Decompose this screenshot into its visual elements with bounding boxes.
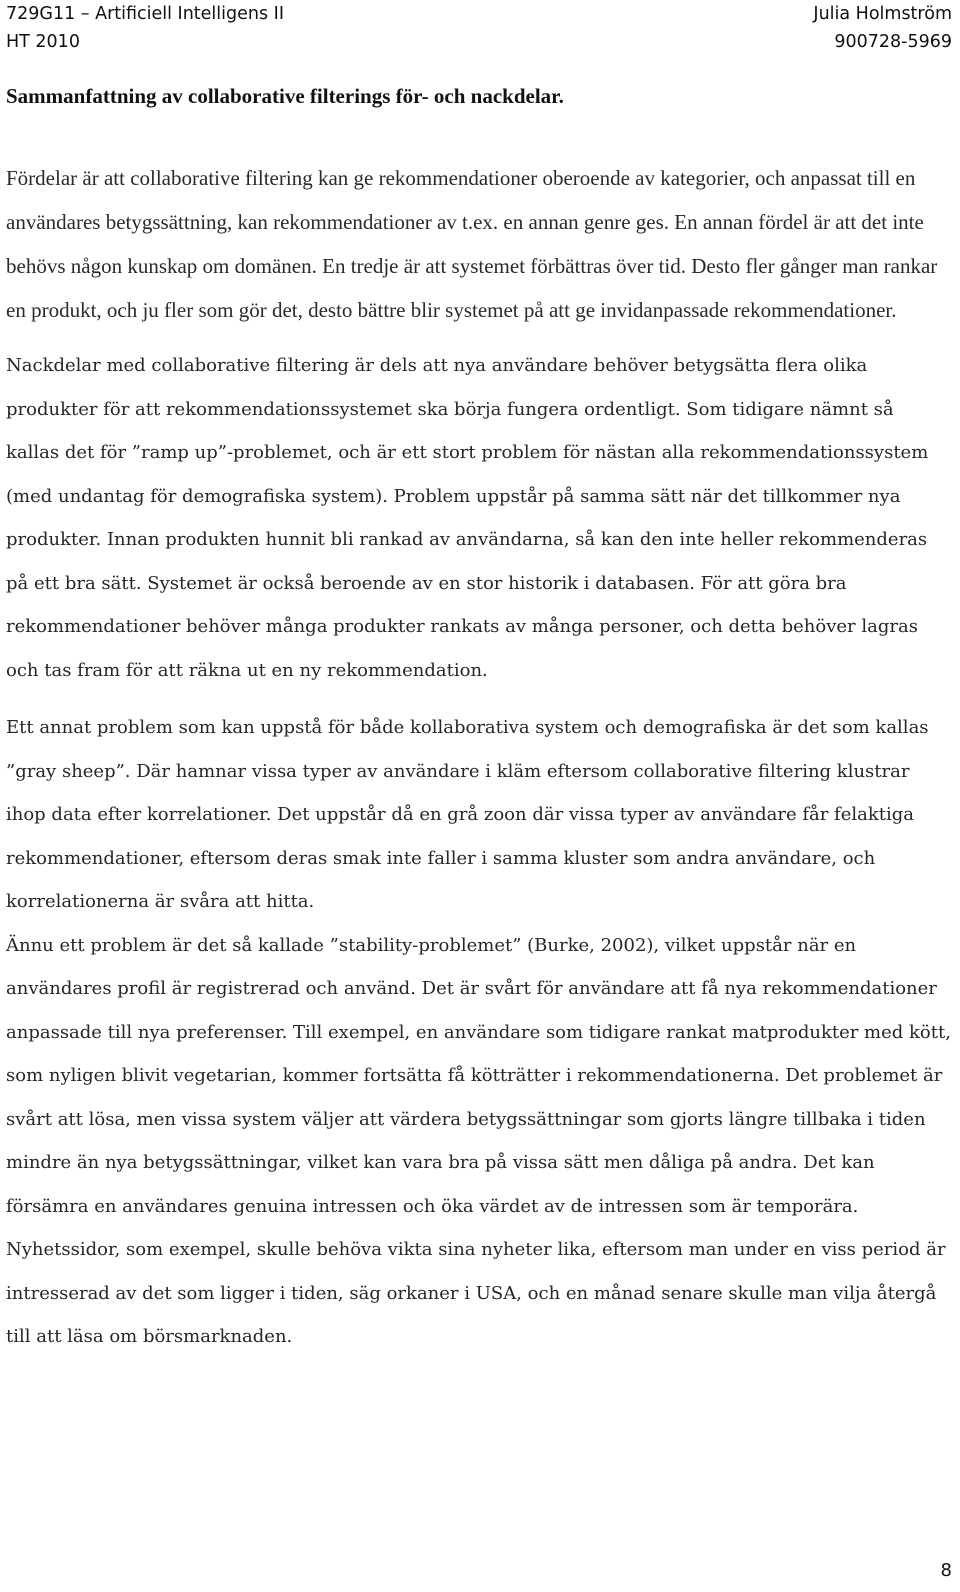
student-id: 900728-5969 [834,32,952,52]
author-name: Julia Holmström [813,4,952,24]
page-header [6,0,952,60]
document-body [6,78,952,1359]
paragraph-advantages: Fördelar är att collaborative filtering kan ge rekommendationer oberoende av kategorier, och anpassat till en användares betygssättning, kan rekommendationer av t.ex. en annan genre ges. En annan fördel är att det inte behövs någon kunskap om domänen. En tredje är att systemet förbättras över tid. Desto fler gånger man rankar en produkt, och ju fler som gör det, desto bättre blir systemet på att ge invidanpassade rekommendationer. [6,166,938,322]
course-title: 729G11 – Artificiell Intelligens II [6,4,284,24]
paragraph-disadvantages: Nackdelar med collaborative filtering är dels att nya användare behöver betygsätta flera olika produkter för att rekommendationssystemet ska börja fungera ordentligt. Som tidigare nämnt så kallas det för ”ramp up”-problemet, och är ett stort problem för nästan alla rekommendationssystem (med undantag för demografiska system). Problem uppstår på samma sätt när det tillkommer nya produkter. Innan produkten hunnit bli rankad av användarna, så kan den inte heller rekommenderas på ett bra sätt. Systemet är också beroende av en stor historik i databasen. För att göra bra rekommendationer behöver många produkter rankats av många personer, och detta behöver lagras och tas fram för att räkna ut en ny rekommendation. [6,355,929,681]
header-row-bottom [6,28,952,56]
page-number: 8 [940,1560,952,1581]
header-row-top [6,0,952,28]
paragraph-gray-sheep: Ett annat problem som kan uppstå för både kollaborativa system och demografiska är det som kallas ”gray sheep”. Där hamnar vissa typer av användare i kläm eftersom collaborative filtering klustrar ihop data efter korrelationer. Det uppstår då en grå zoon där vissa typer av användare får felaktiga rekommendationer, eftersom deras smak inte faller i samma kluster som andra användare, och korrelationerna är svåra att hitta. [6,717,929,912]
paragraph-stability-problem: Ännu ett problem är det så kallade ”stability-problemet” (Burke, 2002), vilket uppstår när en användares profil är registrerad och använd. Det är svårt för användare att få nya rekommendationer anpassade till nya preferenser. Till exempel, en användare som tidigare rankat matprodukter med kött, som nyligen blivit vegetarian, kommer fortsätta få kötträtter i rekommendationerna. Det problemet är svårt att lösa, men vissa system väljer att värdera betygssättningar som gjorts längre tillbaka i tiden mindre än nya betygssättningar, vilket kan vara bra på vissa sätt men dåliga på andra. Det kan försämra en användares genuina intressen och öka värdet av de intressen som är temporära. Nyhetssidor, som exempel, skulle behöva vikta sina nyheter lika, eftersom man under en viss period är intresserad av det som ligger i tiden, säg orkaner i USA, och en månad senare skulle man vilja återgå till att läsa om börsmarknaden. [6,934,951,1347]
section-heading: Sammanfattning av collaborative filterings för- och nackdelar. [6,84,564,108]
term-label: HT 2010 [6,32,80,52]
